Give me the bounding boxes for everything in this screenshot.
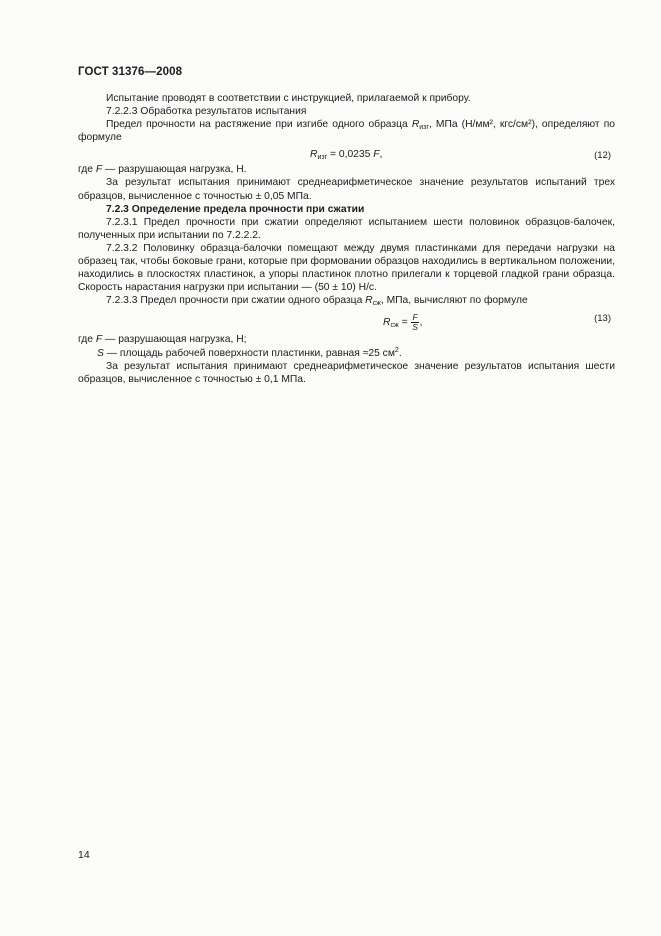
paragraph-result-six: За результат испытания принимают среднеарифметическое значение результатов испытания шести образцов, вычисленное с точностью ± 0,1 МПа. (78, 360, 615, 385)
where-clause-s: S — площадь рабочей поверхности пластинки, равная ≈25 $см^2$. (97, 346, 402, 359)
formula-13-expression: $R_{сж}$ = $\frac{F}{S}$ , (383, 312, 423, 333)
formula-12-number: (12) (594, 150, 611, 162)
fraction-f-over-s: $\frac{F}{S}$ (412, 312, 418, 333)
paragraph-result-three: За результат испытания принимают среднеарифметическое значение результатов испытаний трех образцов, вычисленное с точностью ± 0,05 МПа. (78, 177, 615, 202)
formula-13 (78, 307, 615, 333)
formula-12 (78, 144, 615, 163)
where-clause-f-2: где F — разрушающая нагрузка, Н; (78, 334, 247, 346)
subsection-7-2-2-3: 7.2.2.3 Обработка результатов испытания (106, 106, 307, 118)
formula-13-number: (13) (594, 313, 611, 325)
page-number: 14 (78, 849, 90, 861)
paragraph-instruction: Испытание проводят в соответствии с инструкцией, прилагаемой к прибору. (106, 93, 471, 104)
where-clause-f: где F — разрушающая нагрузка, Н. (78, 164, 247, 176)
paragraph-7-2-3-2: 7.2.3.2 Половинку образца-балочки помещают между двумя пластинками для передачи нагрузки на образец так, чтобы боковые грани, которые при формовании образцов находились в вертикальном положении, находились в плоскостях пластинок, а упоры пластинок плотно прилегали к торцевой гладкой грани образца. Скорость нарастания нагрузки при испытании — (50 ± 10) Н/с. (78, 242, 615, 294)
formula-12-expression: $R_{изг} = 0,0235$ F, (310, 149, 383, 162)
paragraph-7-2-3-3: 7.2.3.3 Предел прочности при сжатии одного образца $R_{сж}$, МПа, вычисляют по формуле (106, 295, 528, 308)
paragraph-7-2-3-1: 7.2.3.1 Предел прочности при сжатии определяют испытанием шести половинок образцов-балочек, полученных при испытании по 7.2.2.2. (78, 216, 615, 241)
document-header: ГОСТ 31376—2008 (78, 66, 183, 78)
paragraph-bending-strength: Предел прочности на растяжение при изгибе одного образца $R_{изг}$, МПа (Н/мм², кгс/см²), определяют по формуле (78, 119, 615, 144)
section-7-2-3-heading: 7.2.3 Определение предела прочности при сжатии (106, 203, 365, 215)
document-body (78, 92, 615, 386)
